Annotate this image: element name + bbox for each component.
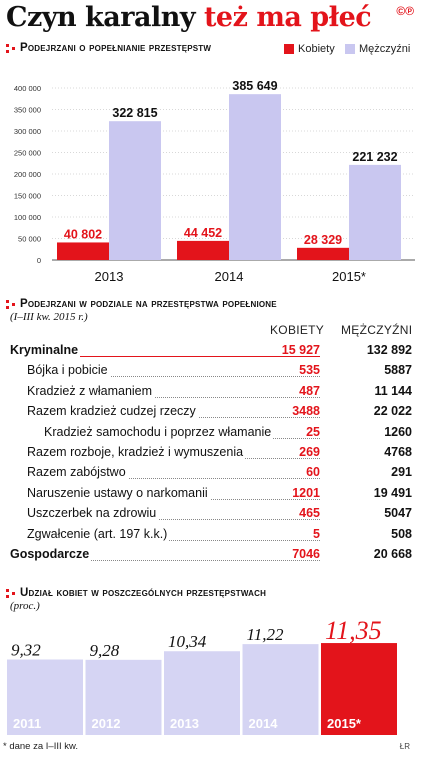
- legend-women-label: Kobiety: [298, 43, 335, 55]
- share-year-label: 2015*: [327, 716, 361, 731]
- bar-value-label: 322 815: [112, 106, 158, 121]
- table-row: [0, 486, 422, 506]
- men-value: 5047: [384, 506, 412, 521]
- column-header-men: MĘŻCZYŹNI: [341, 323, 413, 337]
- bar-value-label: 28 329: [303, 232, 343, 247]
- section3-title: Udział kobiet w poszczególnych przestępstwach: [20, 587, 267, 599]
- row-label: Kradzież samochodu i poprzez włamanie: [44, 424, 272, 439]
- bar-women-2013: [57, 242, 109, 260]
- women-value: 269: [299, 445, 320, 459]
- table-row: [0, 404, 422, 424]
- section1-title: Podejrzani o popełnianie przestępstw: [20, 42, 212, 54]
- y-tick-label: 250 000: [13, 148, 41, 158]
- bar-value-label: 221 232: [352, 149, 398, 164]
- bar-men-2014: [229, 94, 281, 260]
- copyright-mark: ©℗: [396, 4, 414, 18]
- women-value: 15 927: [281, 343, 320, 357]
- row-label: Razem kradzież cudzej rzeczy: [27, 404, 196, 419]
- men-value: 20 668: [373, 547, 412, 561]
- section2-title: Podejrzani w podziale na przestępstwa popełnione: [20, 298, 277, 310]
- bar-men-2013: [109, 121, 161, 260]
- women-value: 535: [299, 363, 320, 378]
- legend-men-label: Mężczyźni: [359, 43, 411, 55]
- men-value: 22 022: [373, 404, 412, 419]
- y-tick-label: 400 000: [13, 84, 41, 93]
- y-tick-label: 0: [36, 256, 41, 265]
- y-tick-label: 300 000: [13, 127, 41, 136]
- section-marker-icon: [6, 44, 15, 53]
- women-value: 25: [306, 424, 320, 439]
- women-value: 487: [299, 383, 320, 398]
- bar-men-2015*: [349, 165, 401, 260]
- row-label: Razem rozboje, kradzież i wymuszenia: [27, 445, 244, 459]
- men-value: 508: [391, 526, 412, 541]
- infographic-title: [6, 2, 371, 33]
- women-value: 5: [313, 526, 320, 541]
- women-value: 3488: [292, 404, 320, 419]
- row-label: Bójka i pobicie: [27, 363, 108, 378]
- table-row: [0, 425, 422, 445]
- table-row: [0, 363, 422, 383]
- legend-men-swatch: [345, 44, 355, 54]
- x-tick-label: 2015*: [332, 269, 366, 284]
- women-value: 1201: [292, 485, 320, 500]
- table-row: [0, 343, 422, 363]
- share-value-label: 10,34: [168, 632, 207, 652]
- section2-header: [6, 298, 277, 310]
- women-value: 7046: [292, 547, 320, 561]
- section3-subtitle: (proc.): [10, 600, 40, 612]
- bar-women-2014: [177, 241, 229, 260]
- row-label: Gospodarcze: [10, 547, 90, 561]
- section3-header: [6, 587, 266, 599]
- share-year-label: 2014: [248, 716, 278, 731]
- bar-value-label: 44 452: [183, 225, 223, 240]
- men-value: 1260: [384, 424, 412, 439]
- women-value: 465: [299, 506, 320, 521]
- y-tick-label: 150 000: [13, 191, 41, 201]
- women-value: 60: [306, 465, 320, 480]
- row-label: Zgwałcenie (art. 197 k.k.): [27, 526, 168, 541]
- section1-header: [6, 42, 211, 54]
- table-row: [0, 506, 422, 526]
- section-marker-icon: [6, 589, 15, 598]
- x-tick-label: 2014: [214, 269, 244, 284]
- suspects-bar-chart: [0, 58, 422, 293]
- table-row: [0, 547, 422, 567]
- women-share-bar-chart: [0, 600, 422, 737]
- y-tick-label: 200 000: [13, 170, 41, 179]
- share-value-label: 9,32: [11, 640, 41, 660]
- section-marker-icon: [6, 300, 15, 309]
- legend-women: [284, 43, 335, 55]
- row-label: Uszczerbek na zdrowiu: [27, 506, 157, 521]
- x-tick-label: 2013: [94, 269, 124, 284]
- share-value-label: 11,35: [325, 616, 382, 646]
- row-label: Naruszenie ustawy o narkomanii: [27, 485, 208, 500]
- legend-women-swatch: [284, 44, 294, 54]
- row-label: Razem zabójstwo: [27, 465, 126, 480]
- bar-value-label: 40 802: [63, 227, 103, 242]
- y-tick-label: 100 000: [13, 213, 41, 222]
- author-initials: ŁR: [399, 742, 410, 751]
- row-label: Kryminalne: [10, 343, 79, 357]
- men-value: 11 144: [374, 383, 412, 398]
- bar-women-2015*: [297, 248, 349, 260]
- legend-men: [345, 43, 410, 55]
- table-row: [0, 465, 422, 485]
- y-tick-label: 350 000: [13, 105, 41, 115]
- men-value: 5887: [384, 363, 412, 378]
- footnote: * dane za I–III kw.: [3, 741, 78, 752]
- men-value: 19 491: [373, 485, 412, 500]
- men-value: 132 892: [366, 343, 412, 357]
- title-accent: też ma płeć: [203, 2, 372, 33]
- section2-subtitle: (I–III kw. 2015 r.): [10, 311, 88, 323]
- share-year-label: 2011: [13, 716, 42, 731]
- share-year-label: 2013: [170, 716, 199, 731]
- men-value: 291: [391, 465, 412, 480]
- bar-value-label: 385 649: [232, 79, 278, 94]
- column-header-women: KOBIETY: [270, 323, 325, 337]
- row-label: Kradzież z włamaniem: [27, 383, 153, 398]
- share-value-label: 11,22: [246, 625, 284, 645]
- y-tick-label: 50 000: [18, 234, 41, 244]
- share-year-label: 2012: [91, 716, 121, 731]
- table-row: [0, 527, 422, 547]
- table-row: [0, 384, 422, 404]
- table-row: [0, 445, 422, 465]
- men-value: 4768: [384, 445, 412, 459]
- title-main: Czyn karalny: [6, 2, 204, 33]
- share-value-label: 9,28: [89, 640, 120, 660]
